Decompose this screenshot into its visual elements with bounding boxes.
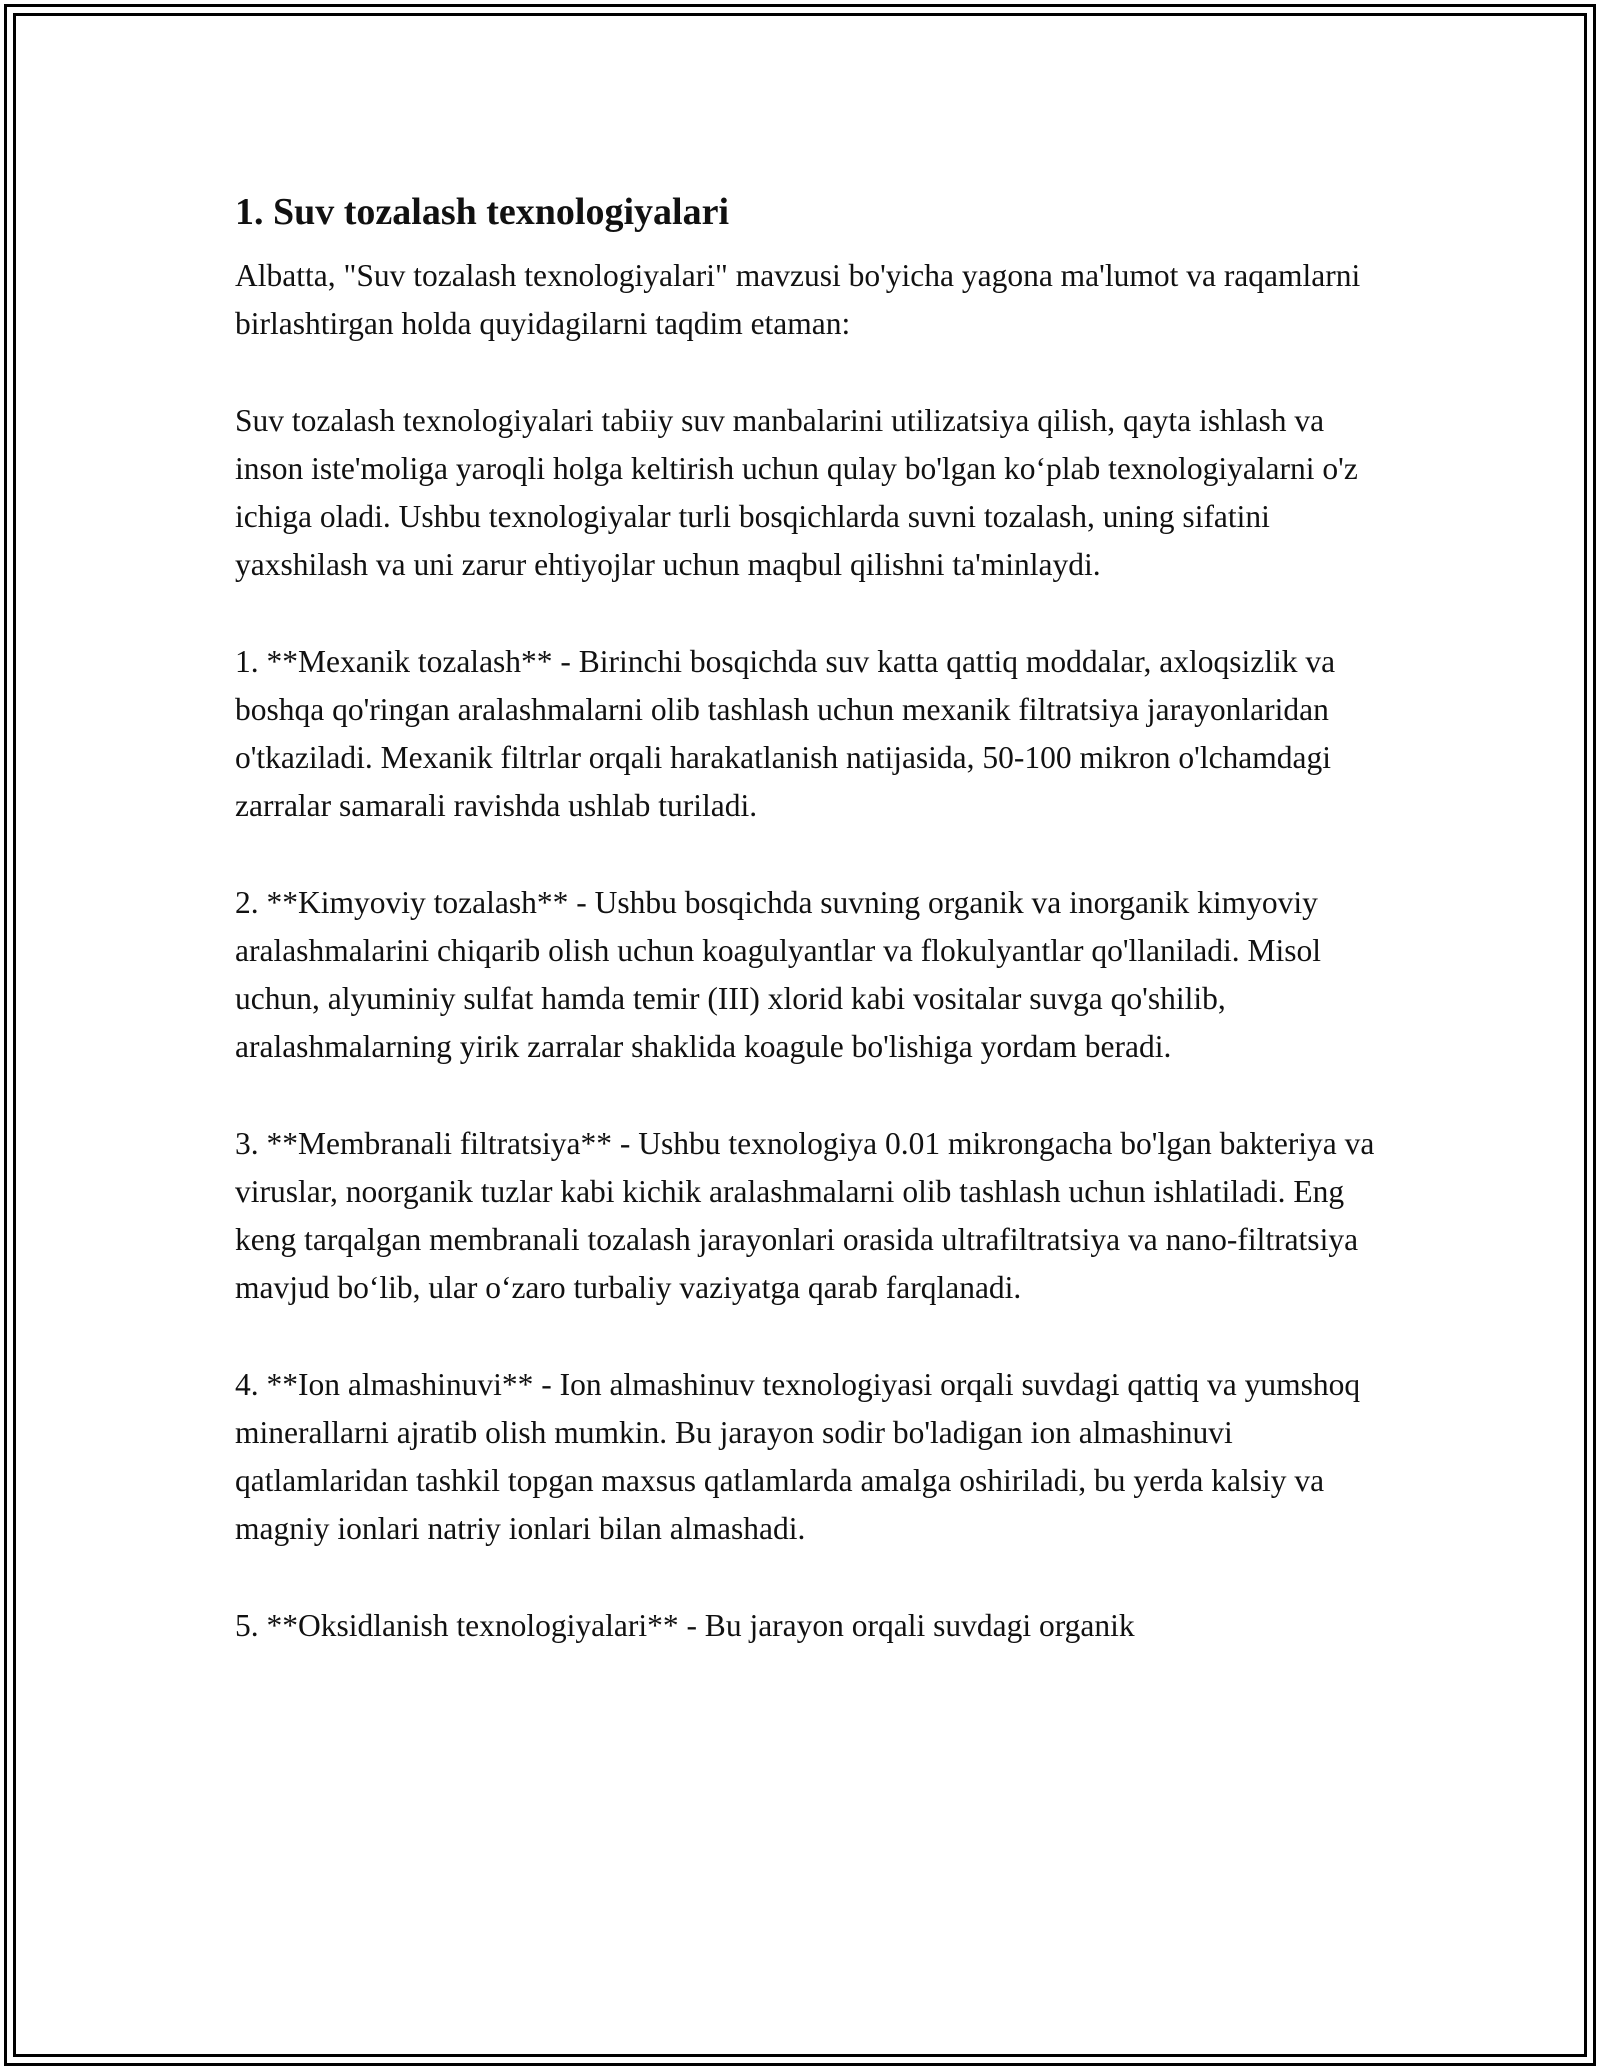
list-item-chemical: 2. **Kimyoviy tozalash** - Ushbu bosqichda suvning organik va inorganik kimyoviy aralashmalarini chiqarib olish uchun koagulyantlar va flokulyantlar qo'llaniladi. Misol uchun, alyuminiy sulfat hamda temir (III) xlorid kabi vositalar suvga qo'shilib, aralashmalarning yirik zarralar shaklida koagule bo'lishiga yordam beradi. xyxy=(235,884,1322,1065)
list-item-membrane: 3. **Membranali filtratsiya** - Ushbu texnologiya 0.01 mikrongacha bo'lgan bakteriya va viruslar, noorganik tuzlar kabi kichik aralashmalarni olib tashlash uchun ishlatiladi. Eng keng tarqalgan membranali tozalash jarayonlari orasida ultrafiltratsiya va nano-filtratsiya mavjud bo‘lib, ular o‘zaro turbaliy vaziyatga qarab farqlanadi. xyxy=(235,1125,1375,1306)
list-item-mechanical: 1. **Mexanik tozalash** - Birinchi bosqichda suv katta qattiq moddalar, axloqsizlik va boshqa qo'ringan aralashmalarni olib tashlash uchun mexanik filtratsiya jarayonlaridan o'tkaziladi. Mexanik filtrlar orqali harakatlanish natijasida, 50-100 mikron o'lchamdagi zarralar samarali ravishda ushlab turiladi. xyxy=(235,643,1336,824)
list-item-ion-exchange: 4. **Ion almashinuvi** - Ion almashinuv texnologiyasi orqali suvdagi qattiq va yumshoq minerallarni ajratib olish mumkin. Bu jarayon sodir bo'ladigan ion almashinuvi qatlamlaridan tashkil topgan maxsus qatlamlarda amalga oshiriladi, bu yerda kalsiy va magniy ionlari natriy ionlari bilan almashadi. xyxy=(235,1366,1361,1547)
document-body xyxy=(235,186,1375,1650)
intro-paragraph: Albatta, "Suv tozalash texnologiyalari" mavzusi bo'yicha yagona ma'lumot va raqamlarni birlashtirgan holda quyidagilarni taqdim etaman: xyxy=(235,258,1361,342)
list-item-oxidation: 5. **Oksidlanish texnologiyalari** - Bu jarayon orqali suvdagi organik xyxy=(235,1607,1135,1643)
overview-paragraph: Suv tozalash texnologiyalari tabiiy suv manbalarini utilizatsiya qilish, qayta ishlash va inson iste'moliga yaroqli holga keltirish uchun qulay bo'lgan ko‘plab texnologiyalarni o'z ichiga oladi. Ushbu texnologiyalar turli bosqichlarda suvni tozalash, uning sifatini yaxshilash va uni zarur ehtiyojlar uchun maqbul qilishni ta'minlaydi. xyxy=(235,402,1358,583)
document-title: 1. Suv tozalash texnologiyalari xyxy=(235,191,730,233)
